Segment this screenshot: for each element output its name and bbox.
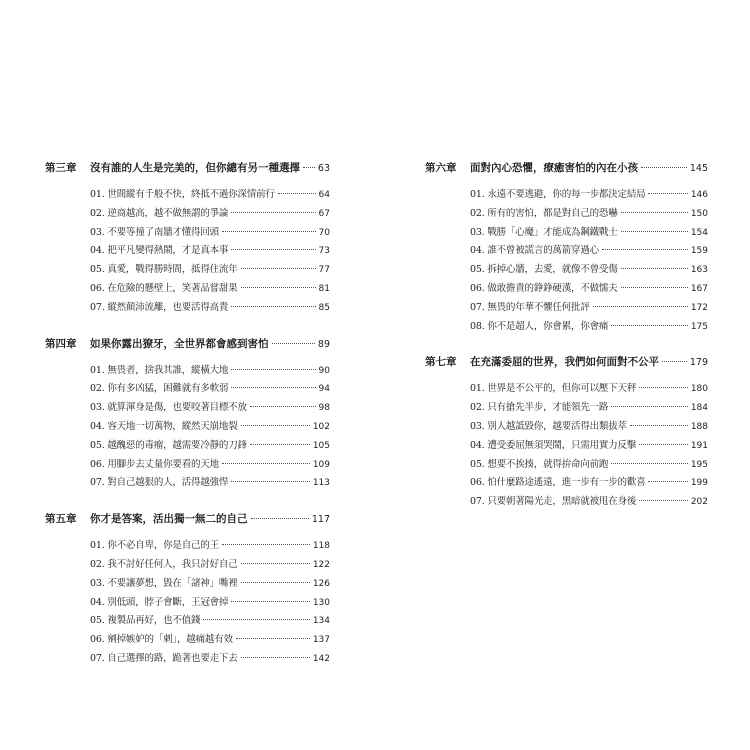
entry-title: 07. 自己選擇的路，跪著也要走下去	[90, 652, 238, 664]
chapter-title: 如果你露出獠牙，全世界都會感到害怕	[90, 337, 269, 350]
entry-page: 113	[312, 478, 330, 489]
chapter-heading	[45, 336, 330, 357]
chapter-title: 沒有誰的人生是完美的，但你總有另一種選擇	[90, 162, 300, 174]
toc-entry	[425, 456, 708, 475]
entry-title: 02. 只有搶先半步，才能領先一路	[470, 402, 609, 414]
chapter-title: 面對內心恐懼，療癒害怕的內在小孩	[470, 162, 638, 174]
toc-entry	[425, 224, 708, 243]
entry-page: 70	[318, 227, 330, 238]
toc-entry	[45, 299, 330, 318]
dot-leader	[639, 500, 688, 501]
toc-entry	[425, 474, 708, 493]
toc-entry	[425, 261, 708, 280]
dot-leader	[639, 444, 688, 445]
dot-leader	[648, 481, 687, 482]
entry-title: 01. 無畏者，捨我其誰，縱橫大地	[90, 364, 229, 376]
toc-entry	[425, 380, 708, 399]
entry-title: 06. 剜掉嫉妒的「刺」，越痛越有效	[90, 634, 233, 646]
entry-title: 01. 你不必自卑，你是自己的王	[90, 540, 219, 552]
dot-leader	[630, 425, 688, 426]
toc-entry	[45, 418, 330, 437]
toc-entry	[45, 224, 330, 243]
entry-title: 08. 你不是超人，你會累，你會痛	[470, 320, 609, 332]
dot-leader	[231, 306, 315, 307]
dot-leader	[303, 167, 315, 168]
dot-leader	[241, 563, 310, 564]
toc-entry	[45, 556, 330, 575]
entry-page: 175	[690, 321, 708, 332]
toc-entry	[45, 205, 330, 224]
entry-title: 03. 不要等撞了南牆才懂得回頭	[90, 226, 219, 238]
chapter-7	[425, 354, 708, 512]
entry-title: 03. 就算渾身是傷，也要咬著目標不放	[90, 402, 247, 414]
chapter-heading	[45, 160, 330, 181]
dot-leader	[236, 638, 310, 639]
entry-title: 05. 越醜惡的毒瘤，越需要冷靜的刀鋒	[90, 439, 247, 451]
dot-leader	[231, 601, 310, 602]
entry-page: 118	[312, 541, 330, 552]
entry-title: 06. 用腳步去丈量你要看的天地	[90, 458, 219, 470]
dot-leader	[231, 212, 315, 213]
entry-title: 05. 複製品再好，也不值錢	[90, 615, 201, 627]
entry-page: 122	[312, 559, 330, 570]
toc-entry	[45, 594, 330, 613]
entry-page: 137	[312, 635, 330, 646]
dot-leader	[231, 369, 315, 370]
toc-entry	[45, 456, 330, 475]
toc-entry	[425, 205, 708, 224]
dot-leader	[621, 268, 688, 269]
toc-entry	[45, 575, 330, 594]
entry-page: 105	[312, 440, 330, 451]
entry-title: 06. 做敢擔責的錚錚硬漢，不做懦夫	[470, 282, 618, 294]
toc-entry	[45, 437, 330, 456]
toc-entry	[425, 280, 708, 299]
toc-entry	[425, 318, 708, 337]
entry-page: 98	[318, 403, 330, 414]
toc-entry	[45, 399, 330, 418]
dot-leader	[241, 268, 316, 269]
entry-page: 159	[690, 246, 708, 257]
entry-page: 90	[318, 365, 330, 376]
chapter-heading	[45, 511, 330, 532]
toc-right-column	[425, 160, 708, 530]
toc-left-column	[45, 160, 330, 687]
entry-title: 07. 對自己越狠的人，活得越強悍	[90, 477, 229, 489]
entry-page: 67	[318, 208, 330, 219]
chapter-page: 145	[689, 163, 708, 174]
dot-leader	[611, 325, 688, 326]
entry-page: 77	[318, 265, 330, 276]
chapter-page: 179	[689, 357, 708, 369]
entry-page: 163	[690, 265, 708, 276]
toc-entry	[45, 362, 330, 381]
chapter-number: 第六章	[425, 162, 457, 174]
entry-page: 109	[312, 459, 330, 470]
entry-page: 94	[318, 384, 330, 395]
entry-title: 02. 我不討好任何人，我只討好自己	[90, 558, 238, 570]
chapter-6	[425, 160, 708, 336]
entry-page: 172	[690, 302, 708, 313]
dot-leader	[621, 212, 688, 213]
toc-entry	[45, 537, 330, 556]
entry-title: 01. 永遠不要逃避，你的每一步都決定結局	[470, 189, 646, 200]
toc-entry	[425, 399, 708, 418]
toc-entry	[425, 299, 708, 318]
dot-leader	[241, 582, 310, 583]
entry-page: 126	[312, 578, 330, 589]
chapter-heading	[425, 160, 708, 181]
dot-leader	[222, 231, 316, 232]
entry-page: 150	[690, 208, 708, 219]
toc-entry	[45, 650, 330, 669]
entry-page: 146	[690, 190, 708, 200]
entry-page: 130	[312, 597, 330, 608]
toc-entry	[425, 242, 708, 261]
dot-leader	[222, 544, 310, 545]
chapter-5	[45, 511, 330, 669]
entry-title: 04. 誰不曾被謊言的萬箭穿過心	[470, 245, 599, 257]
entry-title: 02. 你有多凶猛，困難就有多軟弱	[90, 383, 229, 395]
entry-title: 01. 世間縱有千般不快，終抵不過你深情前行	[90, 189, 275, 200]
dot-leader	[621, 287, 688, 288]
entry-title: 06. 怕什麼路途遙遠，進一步有一步的歡喜	[470, 477, 646, 489]
dot-leader	[593, 306, 688, 307]
chapter-3	[45, 160, 330, 318]
chapter-page: 89	[317, 338, 330, 350]
entry-title: 06. 在危險的懸壁上，笑著品嘗甜果	[90, 282, 238, 294]
toc-entry	[425, 186, 708, 205]
dot-leader	[278, 193, 316, 194]
dot-leader	[231, 249, 315, 250]
chapter-title: 你才是答案，活出獨一無二的自己	[90, 513, 248, 526]
dot-leader	[203, 619, 309, 620]
toc-entry	[45, 380, 330, 399]
chapter-number: 第五章	[45, 513, 77, 526]
dot-leader	[251, 518, 309, 519]
entry-page: 64	[318, 190, 330, 200]
chapter-page: 63	[317, 163, 330, 174]
entry-page: 142	[312, 653, 330, 664]
entry-title: 03. 戰勝「心魔」才能成為鋼鐵戰士	[470, 226, 618, 238]
toc-entry	[45, 612, 330, 631]
dot-leader	[602, 249, 688, 250]
dot-leader	[222, 463, 310, 464]
entry-title: 07. 無畏的年華不懼任何批評	[470, 301, 590, 313]
dot-leader	[621, 231, 688, 232]
entry-page: 191	[690, 440, 708, 451]
entry-page: 81	[318, 283, 330, 294]
entry-page: 154	[690, 227, 708, 238]
entry-title: 02. 逆商越高，越不做無謂的爭論	[90, 207, 229, 219]
dot-leader	[241, 657, 310, 658]
entry-page: 85	[318, 302, 330, 313]
entry-page: 180	[690, 384, 708, 395]
entry-title: 05. 真愛，戰得勝時間，抵得住流年	[90, 264, 238, 276]
entry-title: 07. 只要朝著陽光走，黑暗就被甩在身後	[470, 496, 637, 508]
chapter-number: 第三章	[45, 162, 77, 174]
dot-leader	[611, 406, 688, 407]
chapter-heading	[425, 354, 708, 375]
entry-title: 05. 拆掉心牆，去愛，就像不曾受傷	[470, 264, 618, 276]
dot-leader	[662, 361, 687, 362]
entry-page: 184	[690, 403, 708, 414]
dot-leader	[241, 287, 316, 288]
entry-title: 04. 把平凡變得熱鬧，才是真本事	[90, 245, 229, 257]
toc-entry	[45, 242, 330, 261]
entry-title: 03. 別人越詆毀你，越要活得出類拔萃	[470, 420, 627, 432]
dot-leader	[241, 425, 310, 426]
entry-title: 04. 容天地一切萬物，縱然天崩地裂	[90, 420, 238, 432]
toc-entry	[45, 186, 330, 205]
entry-page: 134	[312, 616, 330, 627]
entry-page: 167	[690, 283, 708, 294]
entry-title: 04. 別低頭，脖子會斷，王冠會掉	[90, 596, 229, 608]
chapter-number: 第四章	[45, 337, 77, 350]
toc-entry	[45, 280, 330, 299]
entry-page: 195	[690, 459, 708, 470]
entry-page: 202	[690, 497, 708, 508]
entry-page: 188	[690, 421, 708, 432]
chapter-4	[45, 336, 330, 494]
entry-page: 199	[690, 478, 708, 489]
toc-entry	[45, 631, 330, 650]
entry-page: 73	[318, 246, 330, 257]
toc-entry	[425, 418, 708, 437]
chapter-page: 117	[311, 514, 330, 526]
toc-entry	[425, 437, 708, 456]
dot-leader	[639, 387, 688, 388]
chapter-number: 第七章	[425, 356, 457, 369]
dot-leader	[250, 444, 310, 445]
entry-title: 07. 縱然顛沛流離，也要活得高貴	[90, 301, 229, 313]
dot-leader	[250, 406, 316, 407]
dot-leader	[611, 463, 688, 464]
entry-title: 03. 不要讓夢想，毀在「諸神」嘴裡	[90, 577, 238, 589]
toc-entry	[425, 493, 708, 512]
chapter-title: 在充滿委屈的世界，我們如何面對不公平	[470, 356, 659, 369]
dot-leader	[641, 167, 687, 168]
dot-leader	[231, 481, 310, 482]
dot-leader	[272, 343, 315, 344]
entry-title: 05. 想要不挨揍，就得拚命向前跑	[470, 458, 609, 470]
entry-title: 02. 所有的害怕，都是對自己的恐嚇	[470, 207, 618, 219]
entry-title: 01. 世界是不公平的，但你可以壓下天秤	[470, 383, 637, 395]
entry-title: 04. 遭受委屈無須哭鬧，只需用實力反擊	[470, 439, 637, 451]
dot-leader	[231, 387, 315, 388]
entry-page: 102	[312, 421, 330, 432]
dot-leader	[648, 193, 687, 194]
toc-entry	[45, 261, 330, 280]
toc-entry	[45, 474, 330, 493]
